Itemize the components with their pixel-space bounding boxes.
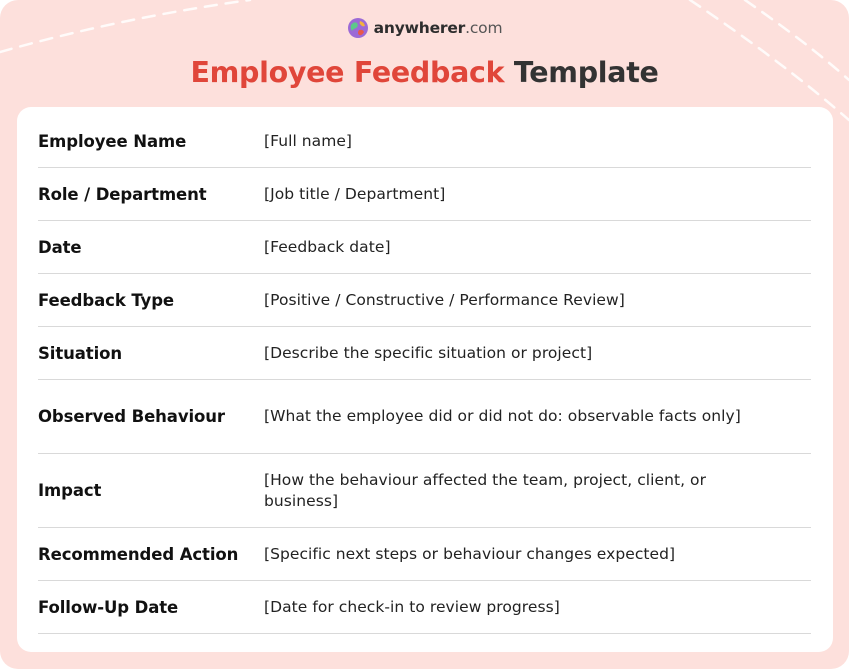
field-label: Employee Name (38, 131, 187, 151)
field-value: [Full name] (264, 131, 353, 150)
field-value: [How the behaviour affected the team, project, client, or business] (264, 470, 706, 510)
brand-name-bold: anywherer (373, 19, 466, 37)
globe-icon (347, 17, 369, 39)
field-table (38, 115, 811, 634)
table-row (38, 115, 811, 168)
table-row (38, 274, 811, 327)
field-value: [Job title / Department] (264, 184, 446, 203)
title-rest: Template (513, 56, 659, 89)
template-card (17, 107, 833, 652)
field-value: [Date for check-in to review progress] (264, 597, 560, 616)
table-row (38, 380, 811, 454)
field-value: [Describe the specific situation or project] (264, 343, 593, 362)
field-value: [What the employee did or did not do: observable facts only] (264, 407, 741, 425)
field-label: Observed Behaviour (38, 407, 225, 426)
brand-name (374, 19, 503, 37)
field-label: Situation (38, 343, 123, 363)
page-title (0, 56, 849, 89)
field-label: Feedback Type (38, 290, 174, 310)
field-label: Role / Department (38, 184, 207, 204)
field-value: [Specific next steps or behaviour changes expected] (264, 544, 676, 563)
table-row (38, 168, 811, 221)
field-label: Follow-Up Date (38, 597, 179, 617)
field-label: Recommended Action (38, 544, 239, 564)
field-value: [Positive / Constructive / Performance Review] (264, 290, 625, 309)
field-label: Impact (38, 481, 102, 500)
brand-header (0, 17, 849, 39)
field-label: Date (38, 237, 82, 257)
table-row (38, 581, 811, 634)
table-row (38, 528, 811, 581)
field-value: [Feedback date] (264, 237, 391, 256)
table-row (38, 327, 811, 380)
brand-name-suffix: .com (465, 19, 503, 37)
title-accent: Employee Feedback (190, 56, 505, 89)
table-row (38, 221, 811, 274)
table-row (38, 454, 811, 528)
